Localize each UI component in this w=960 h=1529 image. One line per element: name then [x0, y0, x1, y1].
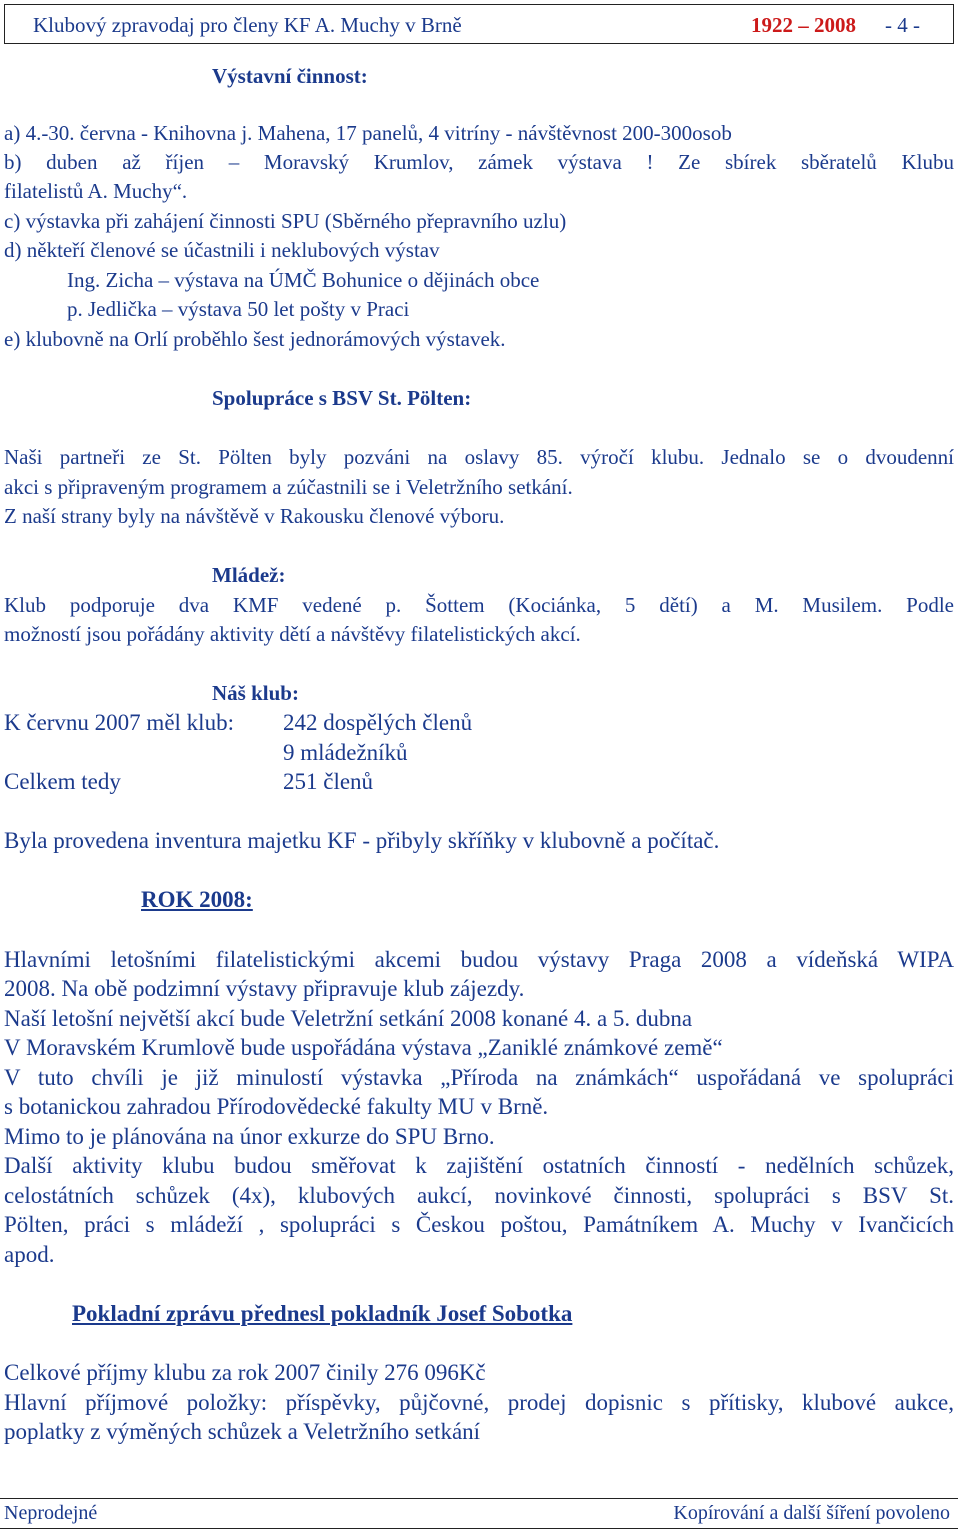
heading-year-2008: ROK 2008: [141, 887, 253, 912]
year2008-line: V tuto chvíli je již minulostí výstavka „Příroda na známkách“ uspořádaná ve spolupráci [4, 1065, 954, 1090]
heading-youth: Mládež: [212, 563, 286, 587]
page-header [4, 4, 954, 44]
club-members-label: K červnu 2007 měl klub: [4, 710, 234, 735]
exhibitions-line: p. Jedlička – výstava 50 let pošty v Praci [67, 297, 410, 321]
year2008-line: Mimo to je plánována na únor exkurze do SPU Brno. [4, 1124, 495, 1149]
club-adult-members: 242 dospělých členů [283, 710, 473, 735]
exhibitions-line: filatelistů A. Muchy“. [4, 179, 188, 203]
youth-line: možností jsou pořádány aktivity dětí a návštěvy filatelistických akcí. [4, 622, 581, 646]
treasury-line: poplatky z výměných schůzek a Veletržního setkání [4, 1419, 481, 1444]
year2008-line: apod. [4, 1242, 55, 1267]
page-number: - 4 - [885, 13, 920, 37]
heading-treasury: Pokladní zprávu přednesl pokladník Josef Sobotka [72, 1301, 573, 1326]
year2008-line: Naší letošní největší akcí bude Veletržní setkání 2008 konané 4. a 5. dubna [4, 1006, 693, 1031]
exhibitions-line: Ing. Zicha – výstava na ÚMČ Bohunice o dějinách obce [67, 268, 540, 292]
exhibitions-line: b) duben až říjen – Moravský Krumlov, zámek výstava ! Ze sbírek sběratelů Klubu [4, 150, 954, 174]
year2008-line: s botanickou zahradou Přírodovědecké fakulty MU v Brně. [4, 1094, 549, 1119]
year2008-line: Hlavními letošními filatelistickými akcemi budou výstavy Praga 2008 a vídeňská WIPA [4, 947, 954, 972]
year2008-line: V Moravském Krumlově bude uspořádána výstava „Zaniklé známkové země“ [4, 1035, 723, 1060]
header-years: 1922 – 2008 [751, 13, 856, 37]
cooperation-line: Z naší strany byly na návštěvě v Rakousku členové výboru. [4, 504, 505, 528]
page-footer [0, 1498, 958, 1529]
inventory-note: Byla provedena inventura majetku KF - přibyly skříňky v klubovně a počítač. [4, 828, 720, 853]
treasury-line: Celkové příjmy klubu za rok 2007 činily 276 096Kč [4, 1360, 486, 1385]
cooperation-line: Naši partneři ze St. Pölten byly pozváni na oslavy 85. výročí klubu. Jednalo se o dvoudenní [4, 445, 954, 469]
footer-not-for-sale: Neprodejné [4, 1502, 98, 1524]
exhibitions-line: c) výstavka při zahájení činnosti SPU (Sběrného přepravního uzlu) [4, 209, 567, 233]
heading-club: Náš klub: [212, 681, 299, 705]
exhibitions-line: d) někteří členové se účastnili i neklubových výstav [4, 238, 440, 262]
club-youth-members: 9 mládežníků [283, 740, 408, 765]
year2008-line: celostátních schůzek (4x), klubových aukcí, novinkové činnosti, spolupráci s BSV St. [4, 1183, 954, 1208]
treasury-line: Hlavní příjmové položky: příspěvky, půjčovné, prodej dopisnic s přítisky, klubové aukce, [4, 1390, 954, 1415]
cooperation-line: akci s připraveným programem a zúčastnili se i Veletržního setkání. [4, 475, 573, 499]
club-total-label: Celkem tedy [4, 769, 121, 794]
newsletter-title: Klubový zpravodaj pro členy KF A. Muchy v Brně [33, 13, 462, 37]
club-total-members: 251 členů [283, 769, 374, 794]
year2008-line: Pölten, práci s mládeží , spolupráci s Českou poštou, Památníkem A. Muchy v Ivančicích [4, 1212, 954, 1237]
exhibitions-line: a) 4.-30. června - Knihovna j. Mahena, 17 panelů, 4 vitríny - návštěvnost 200-300osob [4, 121, 732, 145]
exhibitions-line: e) klubovně na Orlí proběhlo šest jednorámových výstavek. [4, 327, 506, 351]
heading-cooperation: Spolupráce s BSV St. Pölten: [212, 386, 472, 410]
year2008-line: 2008. Na obě podzimní výstavy připravuje klub zájezdy. [4, 976, 525, 1001]
year2008-line: Další aktivity klubu budou směřovat k zajištění ostatních činností - nedělních schůzek, [4, 1153, 954, 1178]
heading-exhibitions: Výstavní činnost: [212, 64, 368, 88]
footer-copy-permission: Kopírování a další šíření povoleno [673, 1502, 950, 1524]
youth-line: Klub podporuje dva KMF vedené p. Šottem (Kociánka, 5 dětí) a M. Musilem. Podle [4, 593, 954, 617]
